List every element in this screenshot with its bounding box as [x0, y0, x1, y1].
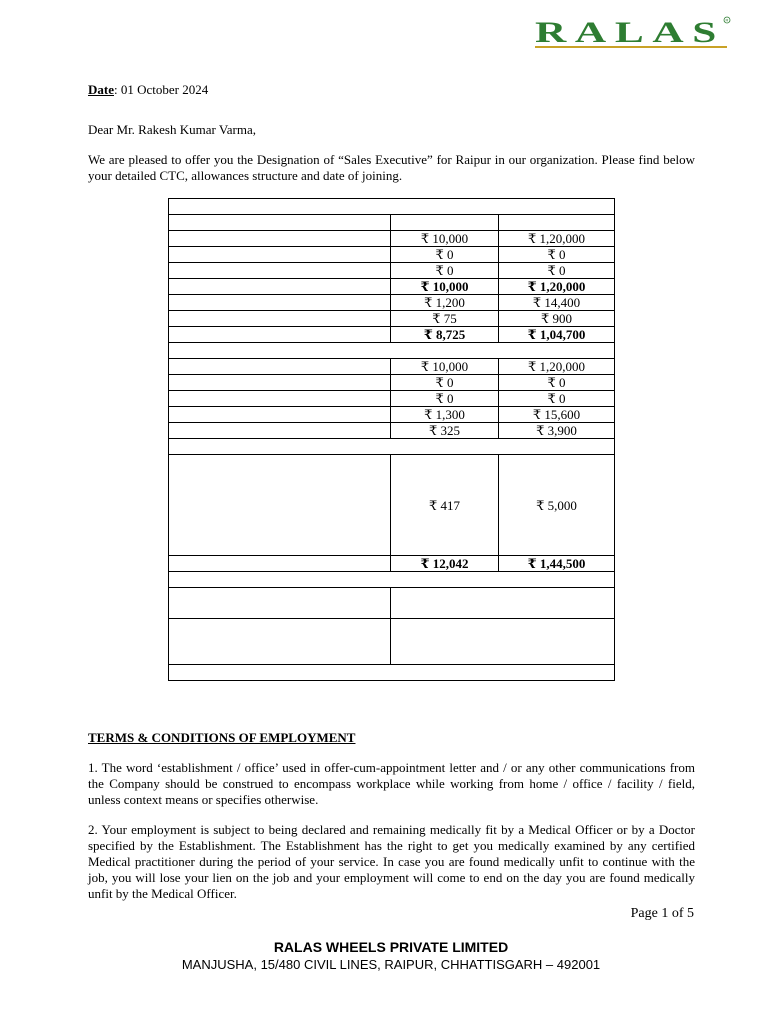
table-cell: ₹ 1,44,500 [499, 556, 615, 572]
table-row [169, 247, 615, 263]
table-row [169, 311, 615, 327]
table-cell: ₹ 15,600 [499, 407, 615, 423]
table-cell: ₹ 10,000 [391, 231, 499, 247]
table-row [169, 215, 615, 231]
date-label: Date [88, 82, 114, 97]
table-row [169, 423, 615, 439]
table-row [169, 231, 615, 247]
table-row [169, 279, 615, 295]
table-cell: ₹ 0 [391, 263, 499, 279]
footer-address: MANJUSHA, 15/480 CIVIL LINES, RAIPUR, CHHATTISGARH – 492001 [181, 957, 601, 972]
footer-company-name: RALAS WHEELS PRIVATE LIMITED [273, 939, 509, 955]
letter-date [88, 82, 208, 98]
table-row [169, 439, 615, 455]
table-cell: ₹ 75 [391, 311, 499, 327]
table-cell: ₹ 0 [499, 263, 615, 279]
svg-text:R: R [725, 17, 729, 23]
table-cell: ₹ 0 [391, 391, 499, 407]
table-row [169, 665, 615, 681]
intro-paragraph: We are pleased to offer you the Designation of “Sales Executive” for Raipur in our organization. Please find below your detailed CTC, allowances structure and date of joining. [88, 152, 695, 183]
table-cell: ₹ 900 [499, 311, 615, 327]
table-row [169, 407, 615, 423]
table-row [169, 343, 615, 359]
date-value: : 01 October 2024 [114, 82, 209, 97]
table-row [169, 295, 615, 311]
page-number: Page 1 of 5 [630, 906, 694, 921]
table-cell: ₹ 417 [391, 455, 499, 556]
table-cell: ₹ 10,000 [391, 359, 499, 375]
terms-heading: TERMS & CONDITIONS OF EMPLOYMENT [88, 730, 356, 745]
table-cell: ₹ 5,000 [499, 455, 615, 556]
table-row [169, 391, 615, 407]
salutation: Dear Mr. Rakesh Kumar Varma, [88, 122, 256, 137]
svg-text:RALAS: RALAS [535, 16, 725, 49]
table-cell: ₹ 14,400 [499, 295, 615, 311]
table-cell: ₹ 325 [391, 423, 499, 439]
table-row [169, 359, 615, 375]
table-cell: ₹ 0 [499, 247, 615, 263]
table-row [169, 263, 615, 279]
table-cell: ₹ 0 [391, 247, 499, 263]
table-cell: ₹ 1,20,000 [499, 279, 615, 295]
table-cell: ₹ 10,000 [391, 279, 499, 295]
table-row [169, 455, 615, 556]
table-cell: ₹ 3,900 [499, 423, 615, 439]
table-cell: ₹ 0 [499, 375, 615, 391]
table-row [169, 619, 615, 665]
table-row [169, 199, 615, 215]
ctc-table [168, 198, 615, 681]
table-cell: ₹ 12,042 [391, 556, 499, 572]
table-cell: ₹ 1,200 [391, 295, 499, 311]
table-cell: ₹ 8,725 [391, 327, 499, 343]
table-cell: ₹ 0 [499, 391, 615, 407]
terms-item-1: 1. The word ‘establishment / office’ used in offer-cum-appointment letter and / or any other communications from the Company should be construed to encompass workplace while working from home / office / facility / field, unless context means or specifies otherwise. [88, 760, 695, 807]
table-row [169, 327, 615, 343]
table-cell: ₹ 0 [391, 375, 499, 391]
table-cell: ₹ 1,04,700 [499, 327, 615, 343]
ralas-logo [535, 16, 733, 52]
table-row [169, 556, 615, 572]
table-row [169, 588, 615, 619]
table-cell: ₹ 1,20,000 [499, 359, 615, 375]
table-cell: ₹ 1,20,000 [499, 231, 615, 247]
terms-item-2: 2. Your employment is subject to being declared and remaining medically fit by a Medical Officer or by a Doctor specified by the Establishment. The Establishment has the right to get you medically examined by any certified Medical practitioner during the period of your service. In case you are found medically unfit to continue with the job, you will lose your lien on the job and your employment will come to end on the day you are found medically unfit by the Medical Officer. [88, 822, 695, 901]
table-row [169, 572, 615, 588]
table-cell: ₹ 1,300 [391, 407, 499, 423]
table-row [169, 375, 615, 391]
